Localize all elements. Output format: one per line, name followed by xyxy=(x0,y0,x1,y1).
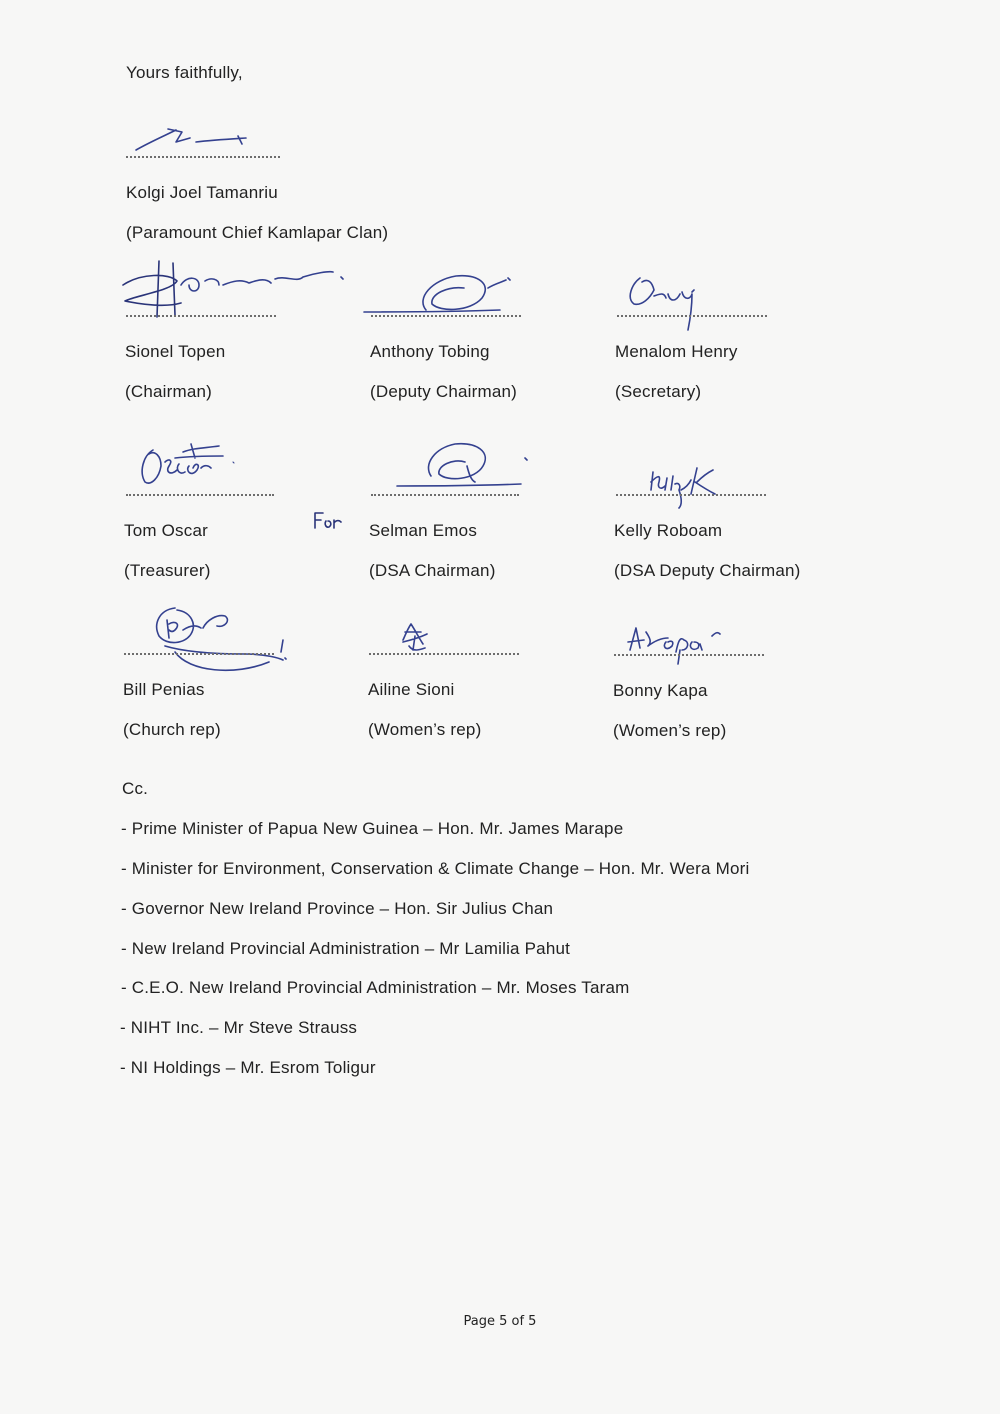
signatory-name-anthony: Anthony Tobing xyxy=(370,342,490,361)
signatory-role-kelly: (DSA Deputy Chairman) xyxy=(614,561,801,580)
cc-item-ni-holdings: - NI Holdings – Mr. Esrom Toligur xyxy=(120,1058,376,1077)
signatory-name-sionel: Sionel Topen xyxy=(125,342,226,361)
signatory-name-kolgi: Kolgi Joel Tamanriu xyxy=(126,183,278,202)
signatory-role-sionel: (Chairman) xyxy=(125,382,213,401)
signature-kelly-roboam xyxy=(645,462,725,510)
signature-selman-emos xyxy=(395,436,535,494)
cc-item-provincial-administration: - New Ireland Provincial Administration – Mr Lamilia Pahut xyxy=(121,939,571,958)
signatory-role-tom: (Treasurer) xyxy=(124,561,211,580)
signatory-role-anthony: (Deputy Chairman) xyxy=(370,382,518,401)
closing-salutation: Yours faithfully, xyxy=(126,63,243,82)
page-number: Page 5 of 5 xyxy=(463,1314,537,1329)
signature-tom-oscar xyxy=(135,438,250,490)
signature-line-ailine xyxy=(369,653,519,655)
signatory-role-bonny: (Women’s rep) xyxy=(613,721,727,740)
signature-line-menalom xyxy=(617,315,767,317)
signature-line-tom xyxy=(126,494,274,496)
signatory-name-menalom: Menalom Henry xyxy=(615,342,738,361)
signatory-role-bill: (Church rep) xyxy=(123,720,221,739)
signatory-role-kolgi: (Paramount Chief Kamlapar Clan) xyxy=(126,223,389,242)
signature-bill-penias xyxy=(145,602,295,684)
signature-line-bill xyxy=(124,653,274,655)
signature-bonny-kapa xyxy=(620,622,740,668)
cc-item-niht: - NIHT Inc. – Mr Steve Strauss xyxy=(120,1018,358,1037)
signature-line-sionel xyxy=(126,315,276,317)
handwritten-for-mark xyxy=(312,510,352,532)
signatory-name-tom: Tom Oscar xyxy=(124,521,208,540)
signature-line-kelly xyxy=(616,494,766,496)
signature-menalom-henry xyxy=(618,268,728,334)
signature-line-selman xyxy=(371,494,519,496)
signature-line-kolgi xyxy=(126,156,280,158)
signatory-name-bonny: Bonny Kapa xyxy=(613,681,708,700)
signatory-name-kelly: Kelly Roboam xyxy=(614,521,723,540)
signatory-name-selman: Selman Emos xyxy=(369,521,478,540)
signature-kolgi-tamanriu xyxy=(130,120,270,160)
signatory-role-menalom: (Secretary) xyxy=(615,382,702,401)
signatory-name-ailine: Ailine Sioni xyxy=(368,680,455,699)
signatory-name-bill: Bill Penias xyxy=(123,680,205,699)
signature-ailine-sioni xyxy=(395,618,440,658)
cc-item-prime-minister: - Prime Minister of Papua New Guinea – Hon. Mr. James Marape xyxy=(121,819,624,838)
signature-anthony-tobing xyxy=(360,268,520,320)
cc-item-ceo: - C.E.O. New Ireland Provincial Administration – Mr. Moses Taram xyxy=(121,978,630,997)
cc-heading: Cc. xyxy=(122,779,149,798)
cc-item-environment-minister: - Minister for Environment, Conservation & Climate Change – Hon. Mr. Wera Mori xyxy=(121,859,750,878)
signature-line-bonny xyxy=(614,654,764,656)
signatory-role-ailine: (Women’s rep) xyxy=(368,720,482,739)
cc-item-governor: - Governor New Ireland Province – Hon. Sir Julius Chan xyxy=(121,899,554,918)
signatory-role-selman: (DSA Chairman) xyxy=(369,561,496,580)
signature-line-anthony xyxy=(371,315,521,317)
